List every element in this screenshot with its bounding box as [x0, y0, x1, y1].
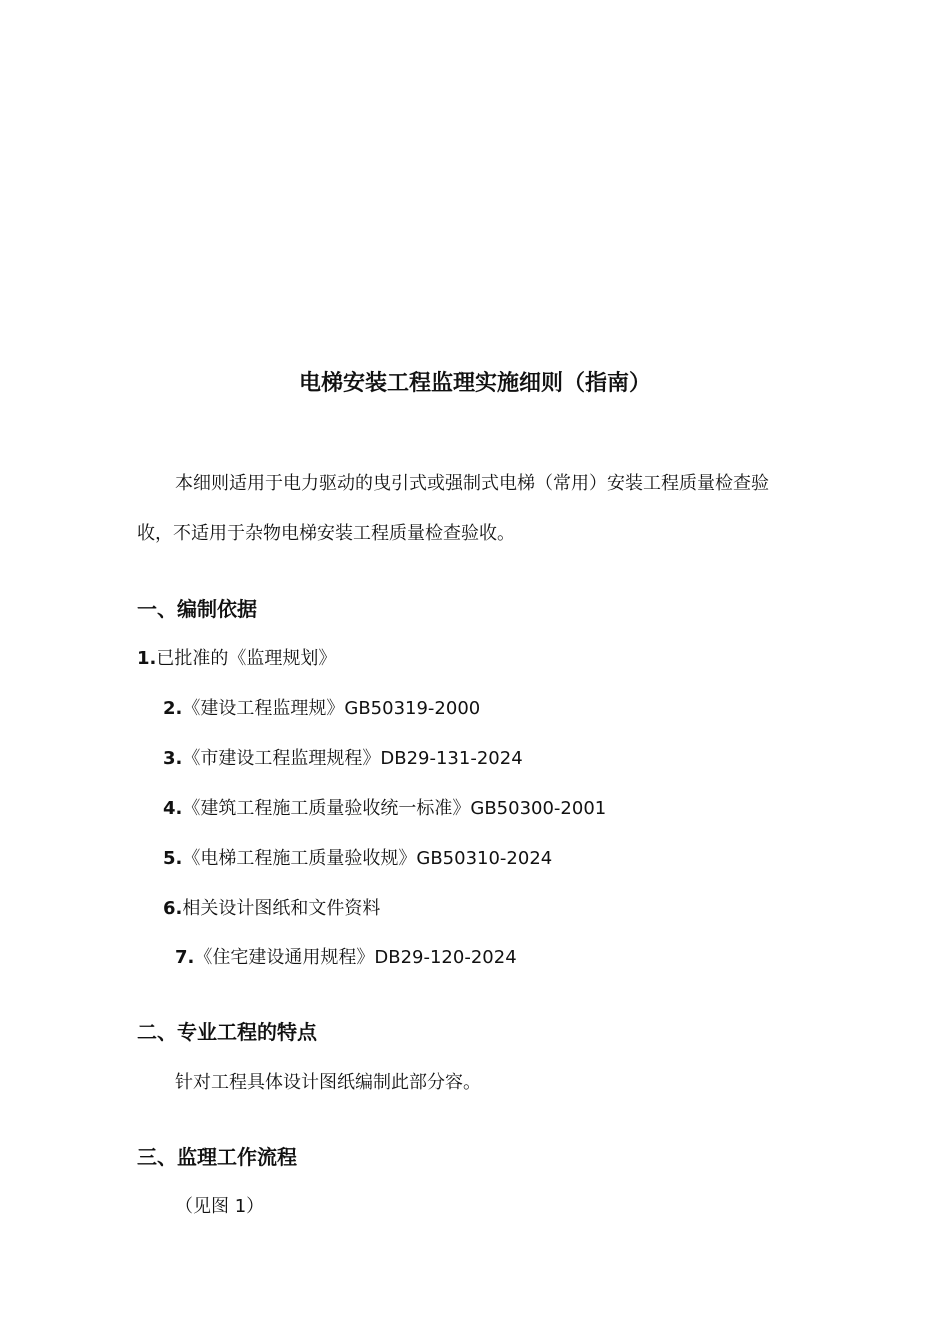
list-item [163, 794, 606, 820]
list-item-number: 6. [163, 898, 183, 919]
list-item [163, 744, 523, 770]
list-item [163, 694, 480, 720]
section-heading-features: 二、专业工程的特点 [137, 1020, 317, 1044]
list-item [163, 894, 380, 920]
list-item-text: 《市建设工程监理规程》DB29-131-2024 [182, 748, 523, 769]
intro-paragraph-line-2: 收，不适用于杂物电梯安装工程质量检查验收。 [137, 523, 515, 544]
list-item-text: 《建筑工程施工质量验收统一标准》GB50300-2001 [182, 798, 607, 819]
list-item-text: 已批准的《监理规划》 [156, 648, 337, 669]
list-item-text: 《住宅建设通用规程》DB29-120-2024 [194, 947, 517, 968]
list-item [163, 844, 552, 870]
document-title: 电梯安装工程监理实施细则（指南） [298, 371, 651, 396]
section-body-workflow: （见图 1） [175, 1196, 265, 1217]
list-item-text: 《电梯工程施工质量验收规》GB50310-2024 [182, 848, 553, 869]
list-item-number: 2. [163, 698, 183, 719]
list-item-text: 《建设工程监理规》GB50319-2000 [182, 698, 481, 719]
list-item [175, 943, 517, 969]
list-item-number: 3. [163, 748, 183, 769]
list-item-number: 4. [163, 798, 183, 819]
section-body-features: 针对工程具体设计图纸编制此部分容。 [175, 1072, 481, 1093]
intro-paragraph-line-1: 本细则适用于电力驱动的曳引式或强制式电梯（常用）安装工程质量检查验 [175, 473, 769, 494]
section-heading-basis: 一、编制依据 [137, 597, 257, 621]
section-heading-workflow: 三、监理工作流程 [137, 1145, 297, 1169]
list-item-number: 7. [175, 947, 195, 968]
list-item-number: 5. [163, 848, 183, 869]
list-item-number: 1. [137, 648, 157, 669]
list-item-text: 相关设计图纸和文件资料 [182, 898, 381, 919]
list-item [137, 644, 336, 670]
